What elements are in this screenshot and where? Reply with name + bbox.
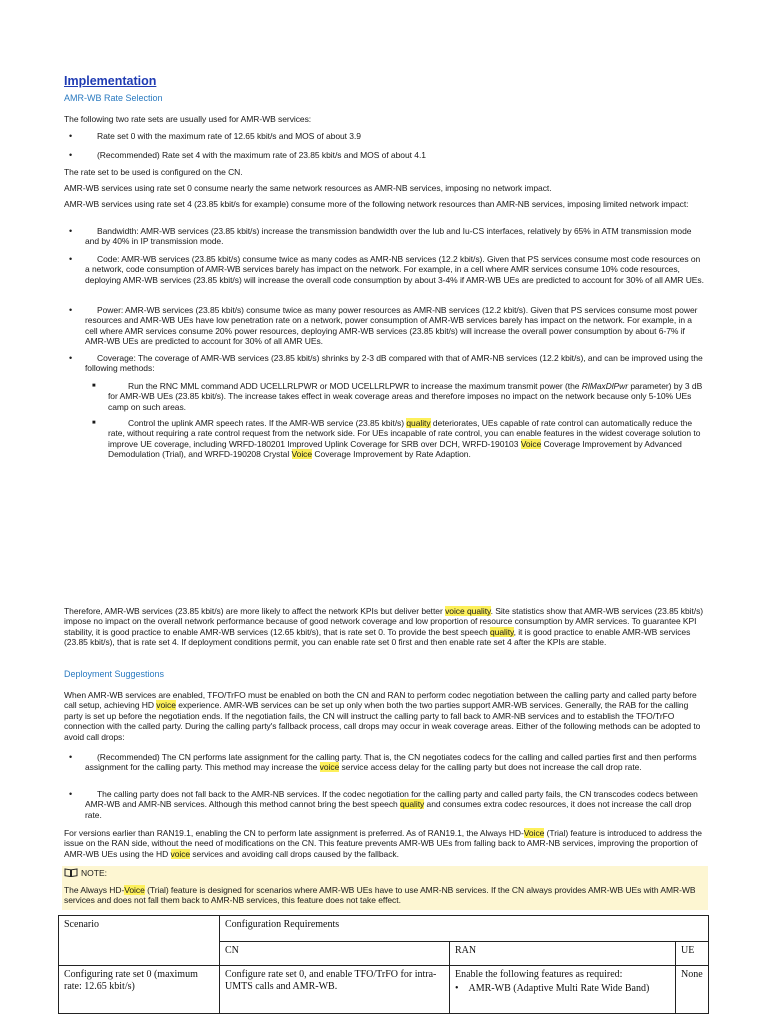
- bullet-dot: •: [455, 983, 459, 994]
- ran-list-item: • AMR-WB (Adaptive Multi Rate Wide Band): [455, 983, 650, 994]
- therefore-paragraph: Therefore, AMR-WB services (23.85 kbit/s) are more likely to affect the network KPIs but deliver better voice quality. Site statistics show that AMR-WB services (23.85 kbit/s) impose no impact on the overall network performance because of good network coverage and low proportion of resource consumption by AMR services. To guarantee KPI stability, it is good practice to enable AMR-WB services (12.65 kbit/s), that is rate set 0. To provide the best speech quality, it is good practice to enable AMR-WB services (23.85 kbit/s), that is rate set 4. If deployment conditions permit, you can enable rate set 0 first and then enable rate set 4 after the KPIs are stable.: [64, 606, 704, 648]
- table-header-cn: CN: [220, 942, 450, 966]
- versions-paragraph: For versions earlier than RAN19.1, enabling the CN to perform late assignment is preferred. As of RAN19.1, the Always HD-Voice (Trial) feature is introduced to address the issue on the RAN side, without the need of modifications on the CN. This feature prevents AMR-WB UEs from falling back to AMR-NB services, improving the proportion of AMR-WB UEs using the HD voice services and avoiding call drops caused by the fallback.: [64, 828, 702, 859]
- table-cell-scenario: Configuring rate set 0 (maximum rate: 12.65 kbit/s): [59, 966, 220, 1014]
- note-header: [64, 868, 107, 878]
- bullet-square: ■: [92, 420, 96, 426]
- table-cell-ran: [450, 966, 676, 1014]
- bullet-rate-set-0: • Rate set 0 with the maximum rate of 12.65 kbit/s and MOS of about 3.9: [69, 131, 361, 141]
- bullet-dot: •: [69, 131, 73, 141]
- note-text: The Always HD-Voice (Trial) feature is designed for scenarios where AMR-WB UEs have to use AMR-NB services. If the CN always provides AMR-WB UEs with AMR-WB services and does not fall them back to AMR-NB services, this feature does not take effect.: [64, 885, 696, 906]
- note-label: NOTE:: [81, 868, 107, 878]
- bullet-dot: •: [69, 789, 73, 799]
- cn-paragraph: The rate set to be used is configured on the CN.: [64, 167, 243, 177]
- bullet-late-assignment: • (Recommended) The CN performs late assignment for the calling party. That is, the CN negotiates codecs for the calling and called parties first and then performs assignment for the calling party. This method may increase the voice service access delay for the calling party but does not increase the call drop rate.: [69, 752, 697, 773]
- ran-intro: Enable the following features as required:: [455, 969, 623, 980]
- table-header-ran: RAN: [450, 942, 676, 966]
- sub-bullet-uplink-rate: ■ Control the uplink AMR speech rates. If the AMR-WB service (23.85 kbit/s) quality deteriorates, UEs capable of rate control can automatically reduce the rate, without requiring a rate control request from the network side. For UEs incapable of rate control, you can enable features in the widest coverage solution to improve UE coverage, including WRFD-180201 Improved Uplink Coverage for SRB over DCH, WRFD-190103 Voice Coverage Improvement by Advanced Demodulation (Trial), and WRFD-190208 Crystal Voice Coverage Improvement by Rate Adaption.: [92, 418, 701, 460]
- bullet-dot: •: [69, 353, 73, 363]
- bullet-code: • Code: AMR-WB services (23.85 kbit/s) consume twice as many codes as AMR-NB services (12.2 kbit/s). Given that PS services consume most code resources on a network, code consumption of AMR-WB services barely has impact on the network. For example, in a cell where AMR services consume 10% code resources, deploying AMR-WB services (23.85 kbit/s) will increase the overall code consumption by about 3-4% if AMR-WB UEs are predicted to account for 30% of all AMR UEs.: [69, 254, 704, 285]
- table-header-config: Configuration Requirements: [220, 916, 709, 942]
- intro-paragraph: The following two rate sets are usually used for AMR-WB services:: [64, 114, 312, 124]
- rate0-paragraph: AMR-WB services using rate set 0 consume nearly the same network resources as AMR-NB services, imposing no network impact.: [64, 183, 552, 193]
- bullet-dot: •: [69, 752, 73, 762]
- book-icon: [64, 868, 78, 877]
- bullet-coverage: • Coverage: The coverage of AMR-WB services (23.85 kbit/s) shrinks by 2-3 dB compared with that of AMR-NB services (12.2 kbit/s), and can be improved using the following methods:: [69, 353, 703, 374]
- sub-bullet-rnc-command: ■ Run the RNC MML command ADD UCELLRLPWR or MOD UCELLRLPWR to increase the maximum transmit power (the RlMaxDlPwr parameter) by 3 dB for AMR-WB UEs (23.85 kbit/s). The increase takes effect in weak coverage areas and therefore imposes no impact on the network because only 5-10% UEs camp on such areas.: [92, 381, 703, 412]
- table-header-scenario: Scenario: [59, 916, 220, 966]
- rate4-paragraph: AMR-WB services using rate set 4 (23.85 kbit/s for example) consume more of the following network resources than AMR-NB services, imposing limited network impact:: [64, 199, 689, 209]
- bullet-dot: •: [69, 226, 73, 236]
- table-cell-ue: None: [676, 966, 709, 1014]
- table-row: [59, 966, 709, 1014]
- bullet-dot: •: [69, 150, 73, 160]
- bullet-rate-set-4: • (Recommended) Rate set 4 with the maximum rate of 23.85 kbit/s and MOS of about 4.1: [69, 150, 426, 160]
- table-cell-cn: Configure rate set 0, and enable TFO/TrFO for intra-UMTS calls and AMR-WB.: [220, 966, 450, 1014]
- deployment-paragraph: When AMR-WB services are enabled, TFO/TrFO must be enabled on both the CN and RAN to perform codec negotiation between the calling party and called party before call setup, achieving HD voice experience. AMR-WB services can be set up only when both the two parties support AMR-WB services. Generally, the RAB for the calling party is set up before the negotiation ends. If the negotiation fails, the CN will instruct the calling party to fall back to AMR-NB services and to establish the TFO/TrFO connection with the called party. During the calling party's fallback process, call drops may occur in weak coverage areas. Either of the following methods can be adopted to avoid call drops:: [64, 690, 701, 742]
- table-header-ue: UE: [676, 942, 709, 966]
- section-heading-deployment: Deployment Suggestions: [64, 669, 165, 679]
- bullet-dot: •: [69, 254, 73, 264]
- bullet-dot: •: [69, 305, 73, 315]
- bullet-power: • Power: AMR-WB services (23.85 kbit/s) consume twice as many power resources as AMR-NB services (12.2 kbit/s). Given that PS services consume most power resources and AMR-WB UEs have low penetration rate on a network, power consumption of AMR-WB services barely has impact on the network. For example, in a cell where AMR services consume 20% power resources, deploying AMR-WB services (23.85 kbit/s) will increase the overall power consumption by about 6-7% if AMR-WB UEs are predicted to account for 30% of all AMR UEs.: [69, 305, 698, 347]
- section-heading-rate-selection: AMR-WB Rate Selection: [64, 93, 163, 103]
- configuration-table: [58, 915, 709, 1014]
- page-heading: Implementation: [64, 74, 157, 88]
- bullet-square: ■: [92, 383, 96, 389]
- bullet-no-fallback: • The calling party does not fall back to the AMR-NB services. If the codec negotiation for the calling party and called party fails, the CN transcodes codecs between AMR-WB and AMR-NB services. Although this method cannot bring the best speech quality and consumes extra codec resources, it does not increase the call drop rate.: [69, 789, 698, 820]
- bullet-bandwidth: • Bandwidth: AMR-WB services (23.85 kbit/s) increase the transmission bandwidth over the Iub and Iu-CS interfaces, relatively by 65% in ATM transmission mode and by 40% in IP transmission mode.: [69, 226, 692, 247]
